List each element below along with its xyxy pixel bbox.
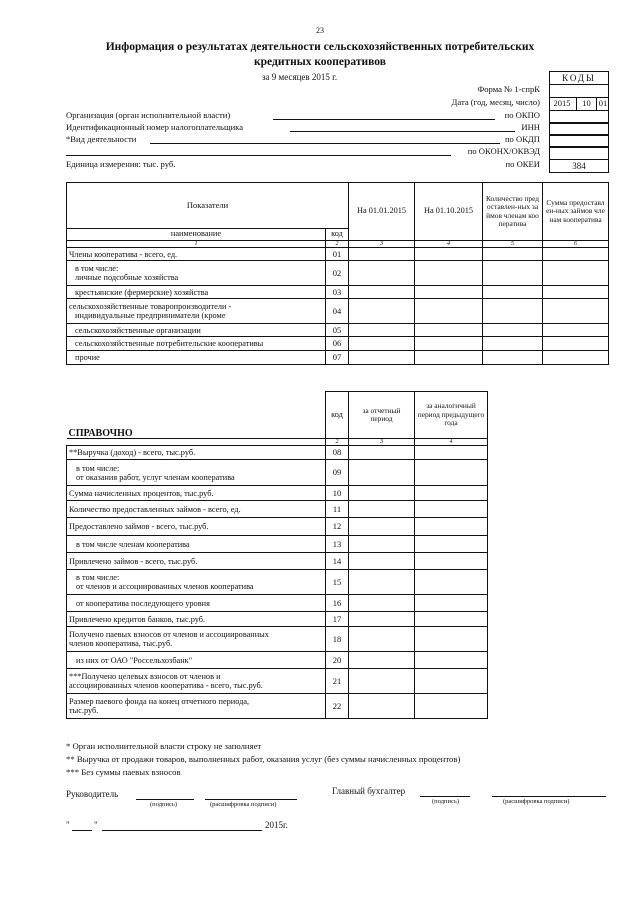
value-cell[interactable] [349,460,415,486]
value-cell[interactable] [349,595,415,612]
col-report-period: за отчетный период [349,392,415,439]
row-sublabel: крестьянские (фермерские) хозяйства [75,287,209,297]
col-number-3: 3 [349,241,415,248]
col-code: код [326,229,349,241]
activity-underline [150,134,500,144]
value-cell[interactable] [543,337,609,351]
date-label: Дата (год, месяц, число) [451,97,540,107]
row-name [67,261,326,286]
date-quote-open: " [66,820,70,830]
row-code: 08 [326,446,349,460]
col2-number-2: 2 [326,439,349,446]
row-label: Предоставлено займов - всего, тыс.руб. [69,522,209,531]
table-row [67,694,488,719]
row-label: Количество предоставленных займов - всего, ед. [69,504,241,514]
okdp-label: по ОКДП [504,134,540,144]
accountant-sign-caption: (подпись) [432,798,459,805]
col-number-1: 1 [67,241,326,248]
col-number-5: 5 [483,241,543,248]
head-sign-caption: (подпись) [150,801,177,808]
unit-label: Единица измерения: тыс. руб. [66,159,176,169]
col-date-2: На 01.10.2015 [415,183,483,241]
row-label: сельскохозяйственные товаропроизводители - [69,302,232,311]
row-code: 13 [326,536,349,553]
row-label: в том числе: [76,463,120,473]
accountant-label: Главный бухгалтер [332,786,406,796]
date-year: 2015 [553,98,571,108]
value-cell[interactable] [415,286,483,299]
date-month: 10 [576,98,596,110]
footnote-3: *** Без суммы паевых взносов [66,767,181,777]
value-cell[interactable] [415,627,488,652]
row-name [67,518,326,536]
row-code: 14 [326,553,349,570]
reporting-period: за 9 месяцев 2015 г. [262,72,338,82]
inn-caption: Идентификационный номер налогоплательщика [66,122,244,132]
row-code: 20 [326,652,349,669]
row-sublabel: от оказания работ, услуг членам кооператива [76,472,235,482]
value-cell[interactable] [483,337,543,351]
table-row [67,669,488,694]
row-name [67,536,326,553]
codes-header: КОДЫ [549,71,609,85]
table-row [67,627,488,652]
row-name [67,337,326,351]
col-loans-sum: Сумма предоставлен-ных займов членам кооператива [543,183,609,241]
table-row [67,612,488,627]
value-cell[interactable] [543,351,609,365]
value-cell[interactable] [483,248,543,261]
row-code: 11 [326,501,349,518]
row-code: 12 [326,518,349,536]
table-row [67,446,488,460]
row-name [67,299,326,324]
value-cell[interactable] [415,570,488,595]
row-label: из них от ОАО "Россельхозбанк" [76,655,193,665]
row-code: 17 [326,612,349,627]
row-label: Привлечено займов - всего, тыс.руб. [69,556,198,566]
table-row [67,570,488,595]
row-code: 18 [326,627,349,652]
table-row [67,248,609,261]
table-row [67,536,488,553]
table-row [67,460,488,486]
row-code: 09 [326,460,349,486]
col2-number-4: 4 [415,439,488,446]
value-cell[interactable] [415,595,488,612]
form-number-label: Форма № 1-спрК [477,84,540,94]
value-cell[interactable] [349,570,415,595]
value-cell[interactable] [415,652,488,669]
row-label: в том числе: [75,264,119,273]
activity-underline-2 [66,146,451,156]
table-row [67,486,488,501]
row-sublabel: сельскохозяйственные организации [75,325,201,335]
row-name [67,553,326,570]
row-code: 21 [326,669,349,694]
value-cell[interactable] [543,299,609,324]
accountant-decode-line [492,796,606,797]
table-row [67,518,488,536]
col-code-2: код [326,392,349,439]
value-cell[interactable] [415,446,488,460]
value-cell[interactable] [349,248,415,261]
row-code: 07 [326,351,349,365]
col-loans-count: Количество предоставлен-ных займов членам кооператива [483,183,543,241]
value-cell[interactable] [415,299,483,324]
members-table [66,182,609,365]
value-cell[interactable] [349,324,415,337]
value-cell[interactable] [543,286,609,299]
row-name [67,501,326,518]
row-code: 04 [326,299,349,324]
value-cell[interactable] [349,652,415,669]
value-cell[interactable] [415,486,488,501]
value-cell[interactable] [349,286,415,299]
form-title-line2: кредитных кооперативов [254,56,386,68]
row-label: **Выручка (доход) - всего, тыс.руб. [69,448,196,457]
inn-label: ИНН [521,122,540,132]
value-cell[interactable] [415,261,483,286]
value-cell[interactable] [349,627,415,652]
col-number-4: 4 [415,241,483,248]
value-cell[interactable] [415,553,488,570]
accountant-sign-line [420,796,470,797]
row-sublabel: индивидуальные предприниматели (кроме [75,311,226,320]
row-label: Привлечено кредитов банков, тыс.руб. [69,614,206,624]
okei-label: по ОКЕИ [505,159,540,169]
value-cell[interactable] [415,518,488,536]
value-cell[interactable] [483,286,543,299]
value-cell[interactable] [415,351,483,365]
row-name [67,570,326,595]
row-code: 06 [326,337,349,351]
row-name [67,652,326,669]
row-sublabel: членов кооператива, тыс.руб. [69,639,173,648]
value-cell[interactable] [483,351,543,365]
value-cell[interactable] [415,324,483,337]
value-cell[interactable] [543,248,609,261]
okonh-label: по ОКОНХ/ОКВЭД [467,146,540,156]
row-code: 22 [326,694,349,719]
row-sublabel: ассоциированных членов кооператива - всего, тыс.руб. [69,681,263,690]
row-code: 02 [326,261,349,286]
row-name [67,669,326,694]
value-cell[interactable] [349,299,415,324]
date-quote-close: " [94,820,98,830]
row-sublabel: от членов и ассоциированных членов кооператива [76,582,254,591]
row-name [67,694,326,719]
value-cell[interactable] [415,460,488,486]
row-name [67,486,326,501]
reference-table [66,391,488,719]
section-title: СПРАВОЧНО [67,392,326,439]
footnote-1: * Орган исполнительной власти строку не заполняет [66,741,262,751]
table-row [67,351,609,365]
row-label: Размер паевого фонда на конец отчетного периода, [69,697,250,706]
value-cell[interactable] [349,518,415,536]
value-cell[interactable] [349,501,415,518]
row-name [67,612,326,627]
blank-number-cell [67,439,326,446]
value-cell[interactable] [543,261,609,286]
row-code: 05 [326,324,349,337]
row-sublabel: сельскохозяйственные потребительские кооперативы [75,339,264,348]
value-cell[interactable] [349,553,415,570]
row-name [67,286,326,299]
row-name [67,248,326,261]
value-cell[interactable] [349,337,415,351]
row-sublabel: прочие [75,353,100,362]
table-row [67,652,488,669]
date-day-line [72,830,92,831]
value-cell[interactable] [349,261,415,286]
value-cell[interactable] [483,261,543,286]
value-cell[interactable] [415,248,483,261]
row-label: от кооператива последующего уровня [76,598,210,608]
table-row [67,299,609,324]
date-day: 01 [596,98,609,110]
row-name [67,460,326,486]
date-year: 2015г. [265,820,288,830]
table-row [67,261,609,286]
row-sublabel: личные подсобные хозяйства [75,273,179,282]
form-code-cell [549,84,609,98]
row-name [67,595,326,612]
row-name [67,446,326,460]
col-number-2: 2 [326,241,349,248]
row-code: 10 [326,486,349,501]
okei-code-cell: 384 [549,159,609,173]
value-cell[interactable] [349,669,415,694]
table-row [67,595,488,612]
date-month-line [102,830,262,831]
value-cell[interactable] [415,669,488,694]
footnote-2: ** Выручка от продажи товаров, выполненных работ, оказания услуг (без суммы начисленных процентов) [66,754,461,764]
table-row [67,501,488,518]
row-code: 15 [326,570,349,595]
row-label: Члены кооператива - всего, ед. [69,249,178,259]
okpo-label: по ОКПО [504,110,540,120]
row-code: 03 [326,286,349,299]
col-name: наименование [67,229,326,241]
accountant-decode-caption: (расшифровка подписи) [503,798,570,805]
value-cell[interactable] [349,536,415,553]
value-cell[interactable] [543,324,609,337]
value-cell[interactable] [415,536,488,553]
page-number: 23 [316,26,324,35]
value-cell[interactable] [415,694,488,719]
form-title-line1: Информация о результатах деятельности сельскохозяйственных потребительских [105,41,535,53]
col-number-6: 6 [543,241,609,248]
row-label: Сумма начисленных процентов, тыс.руб. [69,488,214,498]
inn-underline [290,122,515,132]
head-label: Руководитель [66,789,119,799]
org-underline [273,110,495,120]
col2-number-3: 3 [349,439,415,446]
org-label: Организация (орган исполнительной власти) [66,110,231,120]
head-sign-line [136,799,194,800]
col-prev-period: за аналогичный период предыдущего года [415,392,488,439]
value-cell[interactable] [483,324,543,337]
value-cell[interactable] [349,446,415,460]
value-cell[interactable] [349,694,415,719]
row-code: 16 [326,595,349,612]
value-cell[interactable] [349,486,415,501]
row-label: в том числе: [76,573,120,582]
value-cell[interactable] [415,501,488,518]
col-date-1: На 01.01.2015 [349,183,415,241]
table-row [67,553,488,570]
row-name [67,351,326,365]
row-name [67,324,326,337]
row-label: Получено паевых взносов от членов и ассоциированных [69,630,269,639]
row-sublabel: тыс.руб. [69,706,99,715]
value-cell[interactable] [483,299,543,324]
value-cell[interactable] [415,337,483,351]
value-cell[interactable] [349,612,415,627]
table-row [67,286,609,299]
row-name [67,627,326,652]
head-decode-caption: (расшифровка подписи) [210,801,277,808]
row-label: в том числе членам кооператива [76,539,190,549]
row-label: ***Получено целевых взносов от членов и [69,672,221,681]
col-indicators: Показатели [67,183,349,229]
value-cell[interactable] [415,612,488,627]
row-code: 01 [326,248,349,261]
activity-label: *Вид деятельности [66,134,137,144]
okonh-code-cell [549,146,609,160]
head-decode-line [205,799,297,800]
table-row [67,337,609,351]
table-row [67,324,609,337]
value-cell[interactable] [349,351,415,365]
date-code-cell [549,97,609,111]
